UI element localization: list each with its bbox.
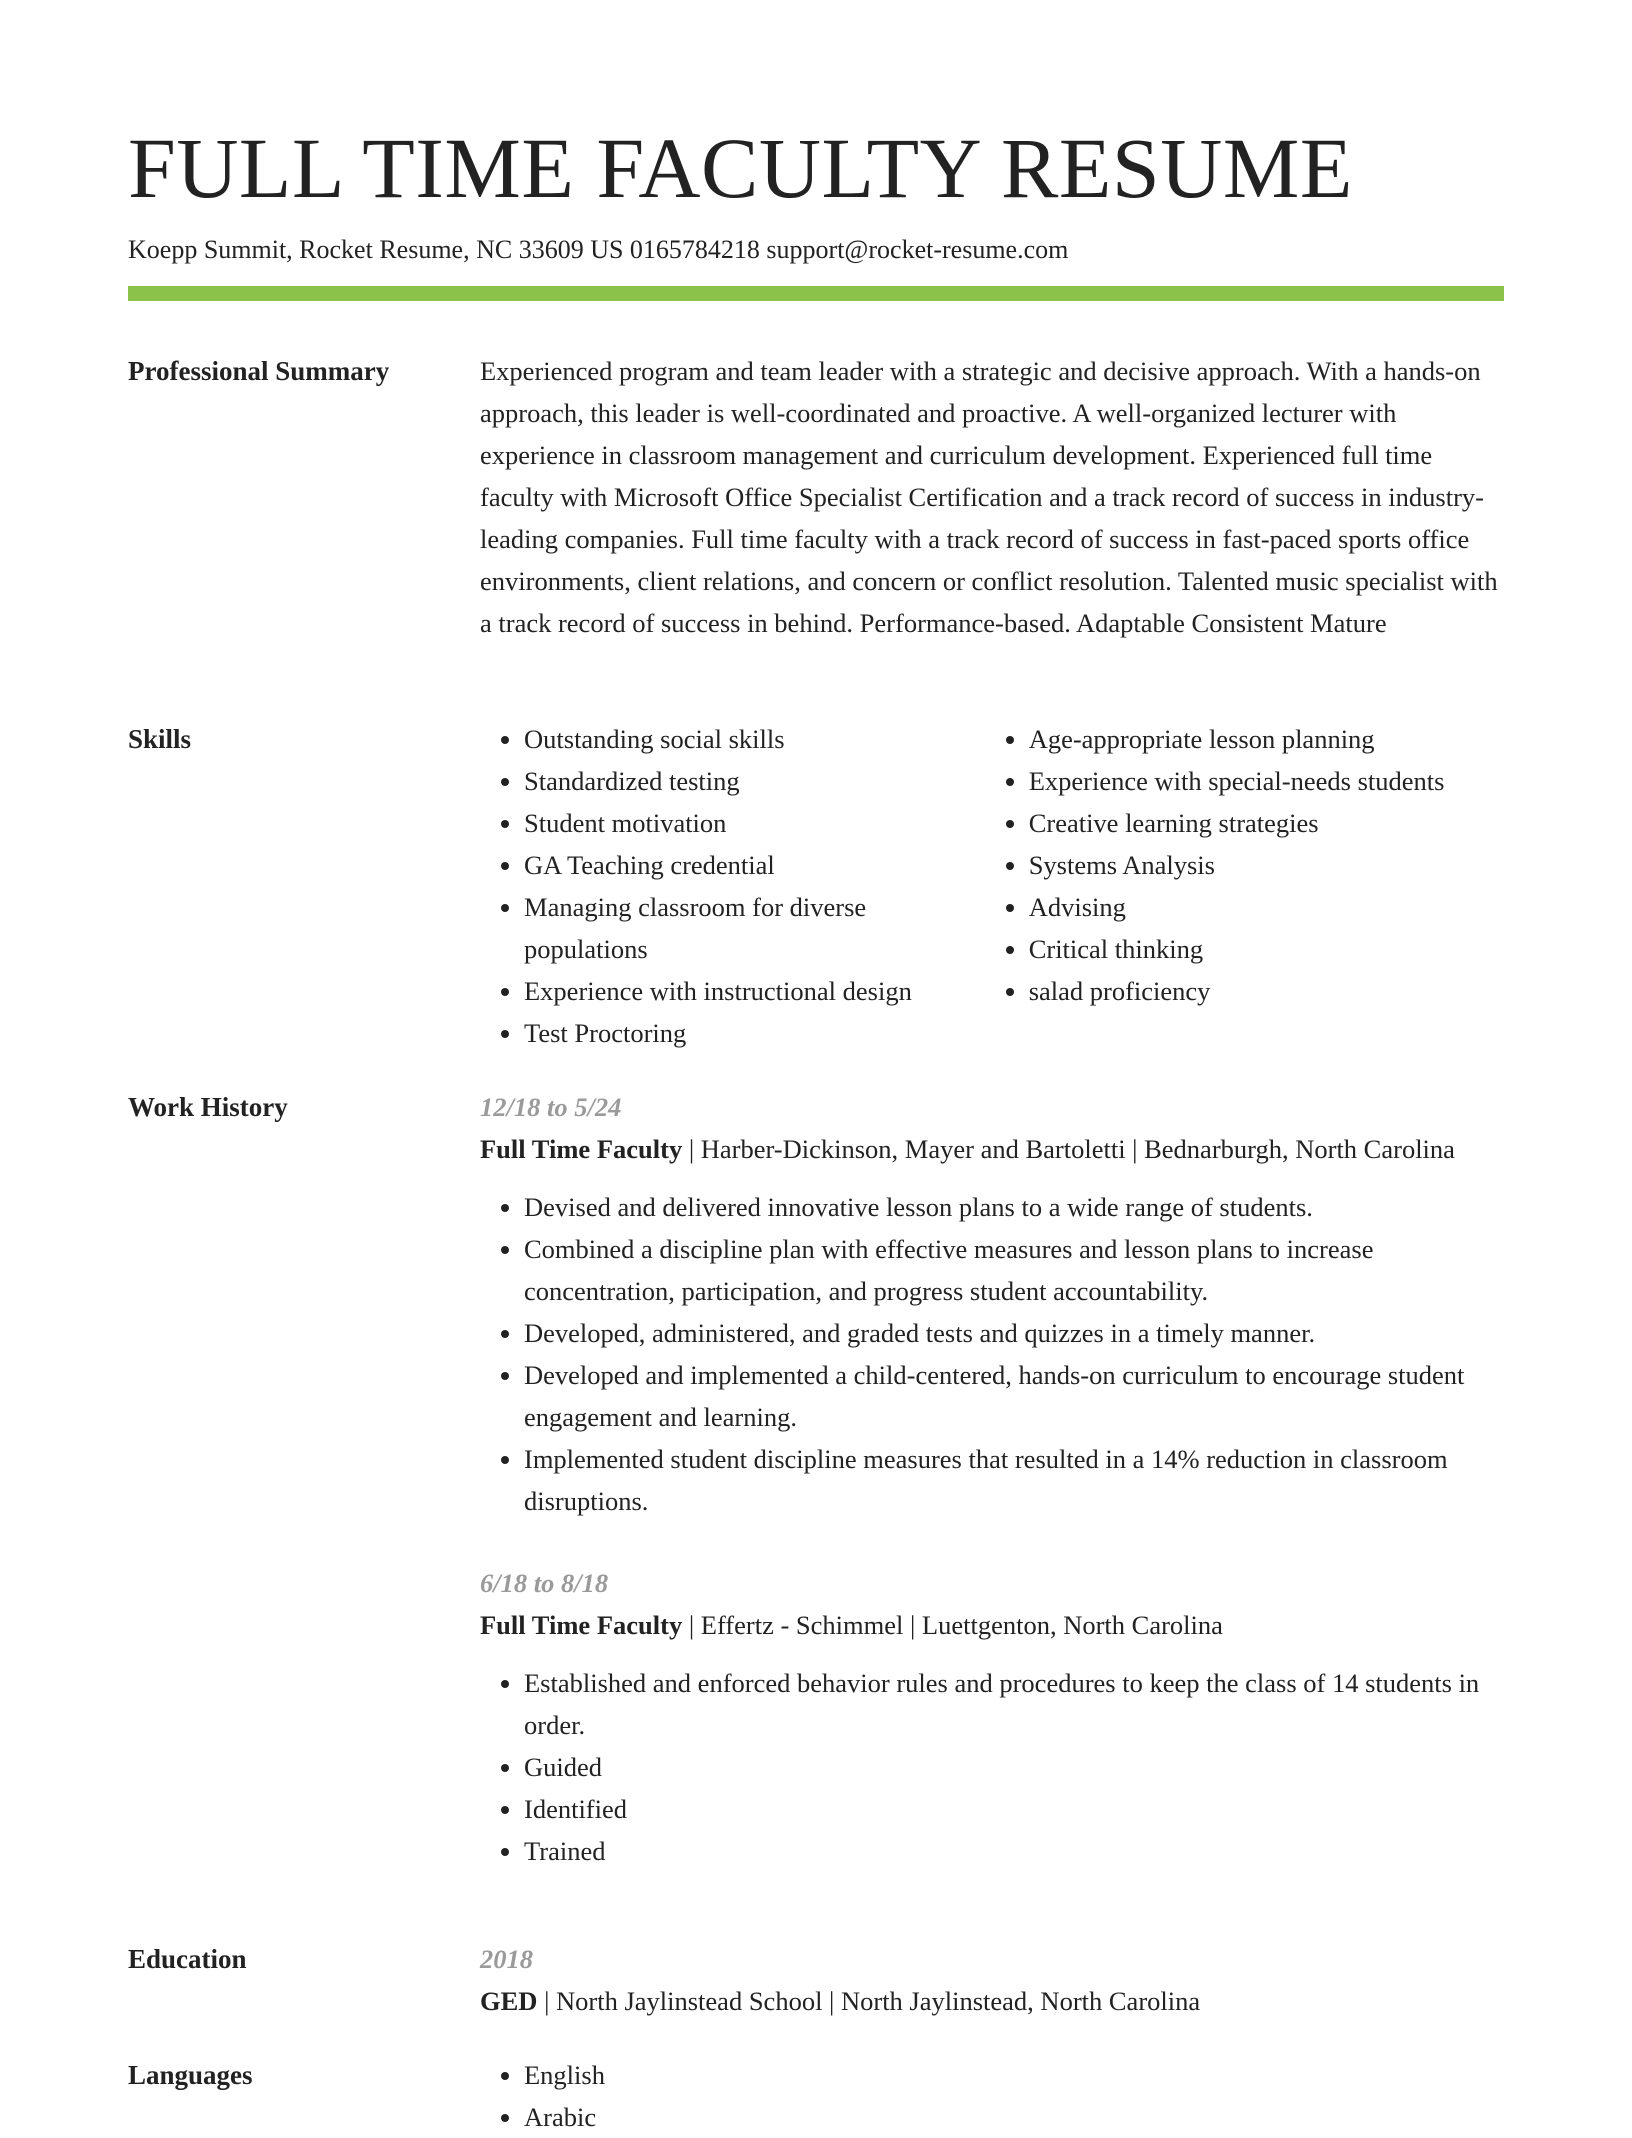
job-bullet: • Combined a discipline plan with effective measures and lesson plans to increase concentration, participation, and progress student accountability. xyxy=(524,1228,1504,1312)
contact-line: Koepp Summit, Rocket Resume, NC 33609 US 0165784218 support@rocket-resume.com xyxy=(128,235,1069,264)
education-date: 2018 xyxy=(480,1944,533,1974)
skills-heading: Skills xyxy=(128,724,192,754)
languages-heading: Languages xyxy=(128,2060,253,2090)
education-line xyxy=(480,1980,1504,2022)
education-heading: Education xyxy=(128,1944,247,1974)
skill-item: • Systems Analysis xyxy=(1029,844,1504,886)
skill-item: • Managing classroom for diverse populations xyxy=(524,886,985,970)
skill-item: • Experience with special-needs students xyxy=(1029,760,1504,802)
job-role-line xyxy=(480,1128,1504,1170)
accent-divider xyxy=(128,286,1504,301)
skill-item: • Age-appropriate lesson planning xyxy=(1029,718,1504,760)
languages-list xyxy=(480,2054,1504,2138)
job-employer: | Effertz - Schimmel | Luettgenton, North Carolina xyxy=(682,1610,1223,1640)
skill-item: • salad proficiency xyxy=(1029,970,1504,1012)
summary-text: Experienced program and team leader with a strategic and decisive approach. With a hands-on approach, this leader is well-coordinated and proactive. A well-organized lecturer with experience in classroom management and curriculum development. Experienced full time faculty with Microsoft Office Specialist Certification and a track record of success in industry-leading companies. Full time faculty with a track record of success in fast-paced sports office environments, client relations, and concern or conflict resolution. Talented music specialist with a track record of success in behind. Performance-based. Adaptable Consistent Mature xyxy=(480,356,1498,638)
job-bullet: • Developed and implemented a child-centered, hands-on curriculum to encourage student engagement and learning. xyxy=(524,1354,1504,1438)
job-dates: 6/18 to 8/18 xyxy=(480,1568,609,1598)
skills-list-right xyxy=(985,718,1504,1054)
job-role-line xyxy=(480,1604,1504,1646)
job-bullet: • Established and enforced behavior rules and procedures to keep the class of 14 students in order. xyxy=(524,1662,1504,1746)
job-dates: 12/18 to 5/24 xyxy=(480,1092,622,1122)
job-entry xyxy=(480,1086,1504,1522)
job-bullet: • Devised and delivered innovative lesson plans to a wide range of students. xyxy=(524,1186,1504,1228)
skill-item: • Critical thinking xyxy=(1029,928,1504,970)
education-school: | North Jaylinstead School | North Jaylinstead, North Carolina xyxy=(537,1986,1201,2016)
job-bullet: • Developed, administered, and graded tests and quizzes in a timely manner. xyxy=(524,1312,1504,1354)
work-history-body xyxy=(480,1086,1504,1872)
job-title: Full Time Faculty xyxy=(480,1610,683,1640)
resume-header xyxy=(128,118,1504,268)
skill-item: • Outstanding social skills xyxy=(524,718,985,760)
job-entry xyxy=(480,1562,1504,1872)
education-degree: GED xyxy=(480,1986,538,2016)
skill-item: • Advising xyxy=(1029,886,1504,928)
languages-body xyxy=(480,2054,1504,2138)
work-history-heading: Work History xyxy=(128,1092,288,1122)
job-bullet: • Guided xyxy=(524,1746,1504,1788)
skill-item: • Experience with instructional design xyxy=(524,970,985,1012)
language-item: • Arabic xyxy=(524,2096,1504,2138)
job-bullet: • Trained xyxy=(524,1830,1504,1872)
skill-item: • Test Proctoring xyxy=(524,1012,985,1054)
skills-list-left xyxy=(480,718,985,1054)
summary-body xyxy=(480,350,1504,644)
job-bullet: • Identified xyxy=(524,1788,1504,1830)
skill-item: • GA Teaching credential xyxy=(524,844,985,886)
skill-item: • Creative learning strategies xyxy=(1029,802,1504,844)
resume-title: FULL TIME FACULTY RESUME xyxy=(128,120,1353,216)
skill-item: • Standardized testing xyxy=(524,760,985,802)
skill-item: • Student motivation xyxy=(524,802,985,844)
education-body xyxy=(480,1938,1504,2022)
language-item: • English xyxy=(524,2054,1504,2096)
skills-body xyxy=(480,718,1504,1054)
job-employer: | Harber-Dickinson, Mayer and Bartoletti | Bednarburgh, North Carolina xyxy=(682,1134,1455,1164)
job-bullets xyxy=(480,1662,1504,1872)
job-bullets xyxy=(480,1186,1504,1522)
job-title: Full Time Faculty xyxy=(480,1134,683,1164)
summary-heading: Professional Summary xyxy=(128,356,390,386)
job-bullet: • Implemented student discipline measures that resulted in a 14% reduction in classroom disruptions. xyxy=(524,1438,1504,1522)
